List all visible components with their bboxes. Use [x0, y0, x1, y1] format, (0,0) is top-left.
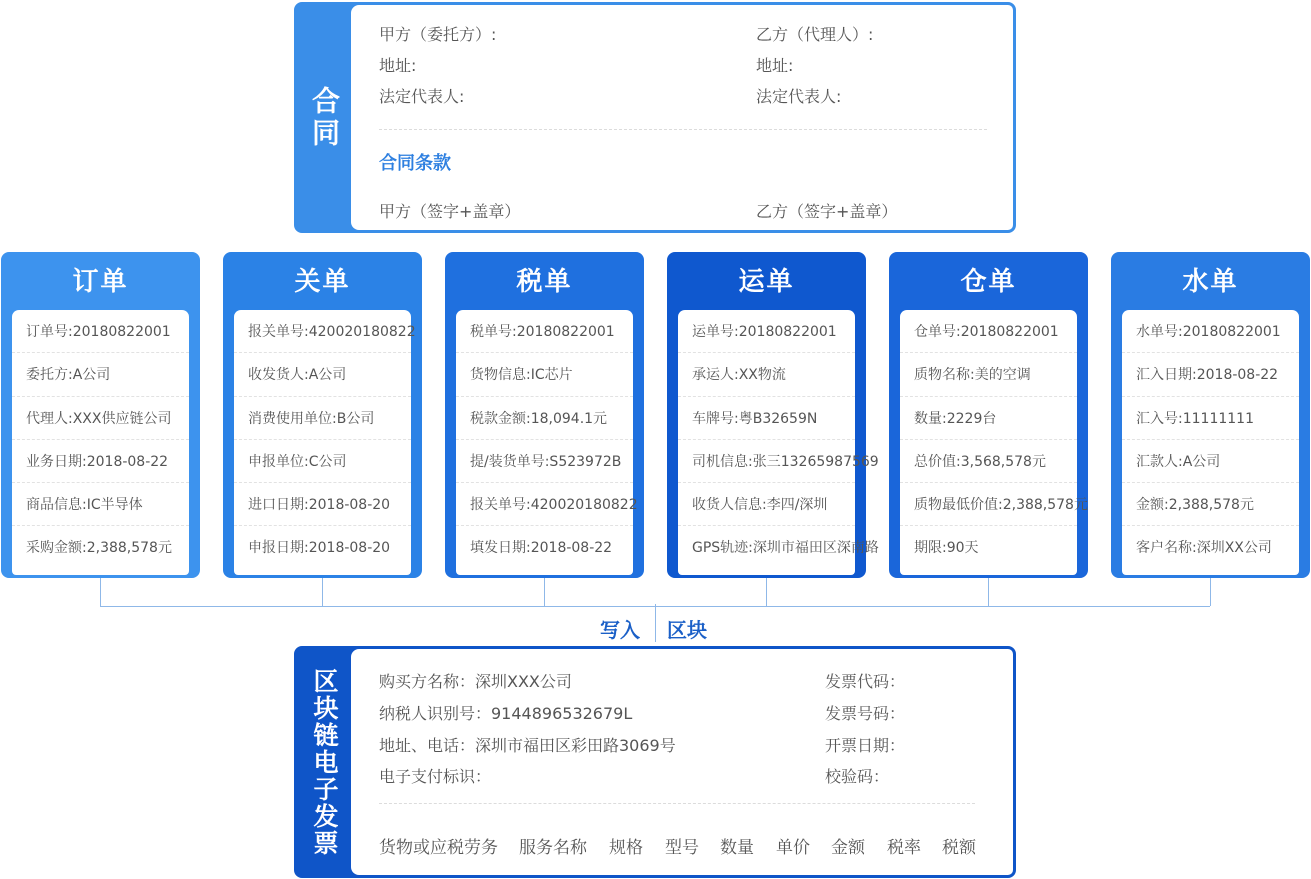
card-body [456, 310, 638, 575]
connector-line [544, 578, 545, 606]
card-body [12, 310, 189, 575]
card-row: 汇入日期:2018-08-22 [1122, 353, 1299, 396]
invoice-number: 发票号码： [825, 704, 906, 723]
card-row: 消费使用单位:B公司 [234, 397, 411, 440]
card-row: 进口日期:2018-08-20 [234, 483, 411, 526]
card-row: 申报单位:C公司 [234, 440, 411, 483]
card-body [1122, 310, 1299, 575]
card-bank-slip [1111, 252, 1310, 578]
card-row: 报关单号:420020180822 [456, 483, 633, 526]
card-row: 汇款人:A公司 [1122, 440, 1299, 483]
contract-terms-heading: 合同条款 [379, 153, 451, 174]
contract-title: 合同 [308, 85, 341, 150]
card-row: 承运人:XX物流 [678, 353, 855, 396]
card-row: 仓单号:20180822001 [900, 310, 1077, 353]
card-body [900, 310, 1088, 575]
card-row: 金额:2,388,578元 [1122, 483, 1299, 526]
card-row: 收发货人:A公司 [234, 353, 411, 396]
card-row: 订单号:20180822001 [12, 310, 189, 353]
card-order [1, 252, 200, 578]
card-title: 关单 [294, 267, 351, 297]
card-row: 采购金额:2,388,578元 [26, 540, 172, 557]
card-row: 汇入号:11111111 [1122, 397, 1299, 440]
tax-id: 纳税人识别号：9144896532679L [379, 704, 633, 723]
card-customs [223, 252, 422, 578]
card-row: 质物最低价值:2,388,578元 [900, 483, 1077, 526]
connector-line [322, 578, 323, 606]
col-goods: 货物或应税劳务 [379, 838, 498, 858]
card-warehouse [889, 252, 1088, 578]
check-code: 校验码： [825, 767, 890, 786]
card-tax [445, 252, 644, 578]
connector-line [1210, 578, 1211, 606]
card-title: 运单 [738, 267, 795, 297]
col-tax-rate: 税率 [887, 838, 921, 858]
block-label: 区块 [667, 618, 707, 642]
card-row: 数量:2229台 [900, 397, 1077, 440]
col-amount: 金额 [831, 838, 865, 858]
card-row: 运单号:20180822001 [678, 310, 855, 353]
card-row: 委托方:A公司 [12, 353, 189, 396]
card-title: 税单 [516, 267, 573, 297]
invoice-content [351, 649, 1013, 875]
card-row: 期限:90天 [914, 540, 979, 557]
card-title: 仓单 [960, 267, 1017, 297]
card-row: 税款金额:18,094.1元 [456, 397, 633, 440]
card-row: 收货人信息:李四/深圳 [678, 483, 855, 526]
col-model: 型号 [665, 838, 699, 858]
col-unit-price: 单价 [776, 838, 810, 858]
sign-a-label: 甲方（签字+盖章） [379, 202, 521, 221]
card-body [678, 310, 879, 575]
address-b-label: 地址: [756, 56, 794, 75]
connector-line [100, 578, 101, 606]
buyer-name: 购买方名称：深圳XXX公司 [379, 672, 572, 691]
card-row: 车牌号:粤B32659N [678, 397, 855, 440]
card-row: 司机信息:张三13265987569 [678, 440, 855, 483]
payment-id: 电子支付标识： [379, 767, 492, 786]
card-row: 质物名称:美的空调 [900, 353, 1077, 396]
rep-b-label: 法定代表人: [756, 87, 842, 106]
write-label: 写入 [600, 618, 640, 642]
contract-divider [379, 129, 987, 130]
card-waybill [667, 252, 879, 578]
card-row: 税单号:20180822001 [456, 310, 633, 353]
connector-line [766, 578, 767, 606]
card-row: 总价值:3,568,578元 [900, 440, 1077, 483]
sign-b-label: 乙方（签字+盖章） [756, 202, 898, 221]
card-row: 客户名称:深圳XX公司 [1136, 540, 1272, 557]
card-row: 提/装货单号:S523972B [456, 440, 633, 483]
issue-date: 开票日期： [825, 736, 906, 755]
card-row: GPS轨迹:深圳市福田区深南路 [692, 540, 879, 557]
contract-content [351, 5, 1013, 230]
card-row: 业务日期:2018-08-22 [12, 440, 189, 483]
card-row: 报关单号:420020180822 [234, 310, 411, 353]
card-row: 代理人:XXX供应链公司 [12, 397, 189, 440]
col-quantity: 数量 [720, 838, 754, 858]
address-phone: 地址、电话：深圳市福田区彩田路3069号 [379, 736, 676, 755]
card-row: 填发日期:2018-08-22 [470, 540, 613, 557]
card-row: 商品信息:IC半导体 [12, 483, 189, 526]
rep-a-label: 法定代表人: [379, 87, 465, 106]
col-spec: 规格 [609, 838, 643, 858]
party-a-label: 甲方（委托方）: [379, 25, 497, 44]
col-tax-amount: 税额 [942, 838, 976, 858]
invoice-title: 区块链电子发票 [310, 667, 339, 857]
contract-box [294, 2, 1016, 233]
card-title: 订单 [72, 267, 129, 297]
invoice-box [294, 646, 1016, 878]
invoice-code: 发票代码： [825, 672, 906, 691]
connector-separator [655, 604, 656, 642]
party-b-label: 乙方（代理人）: [756, 25, 874, 44]
connector-line [988, 578, 989, 606]
card-row: 申报日期:2018-08-20 [248, 540, 391, 557]
invoice-divider [379, 803, 975, 804]
card-row: 货物信息:IC芯片 [456, 353, 633, 396]
card-title: 水单 [1182, 267, 1239, 297]
address-a-label: 地址: [379, 56, 417, 75]
card-row: 水单号:20180822001 [1122, 310, 1299, 353]
col-service-name: 服务名称 [519, 838, 587, 858]
card-body [234, 310, 416, 575]
